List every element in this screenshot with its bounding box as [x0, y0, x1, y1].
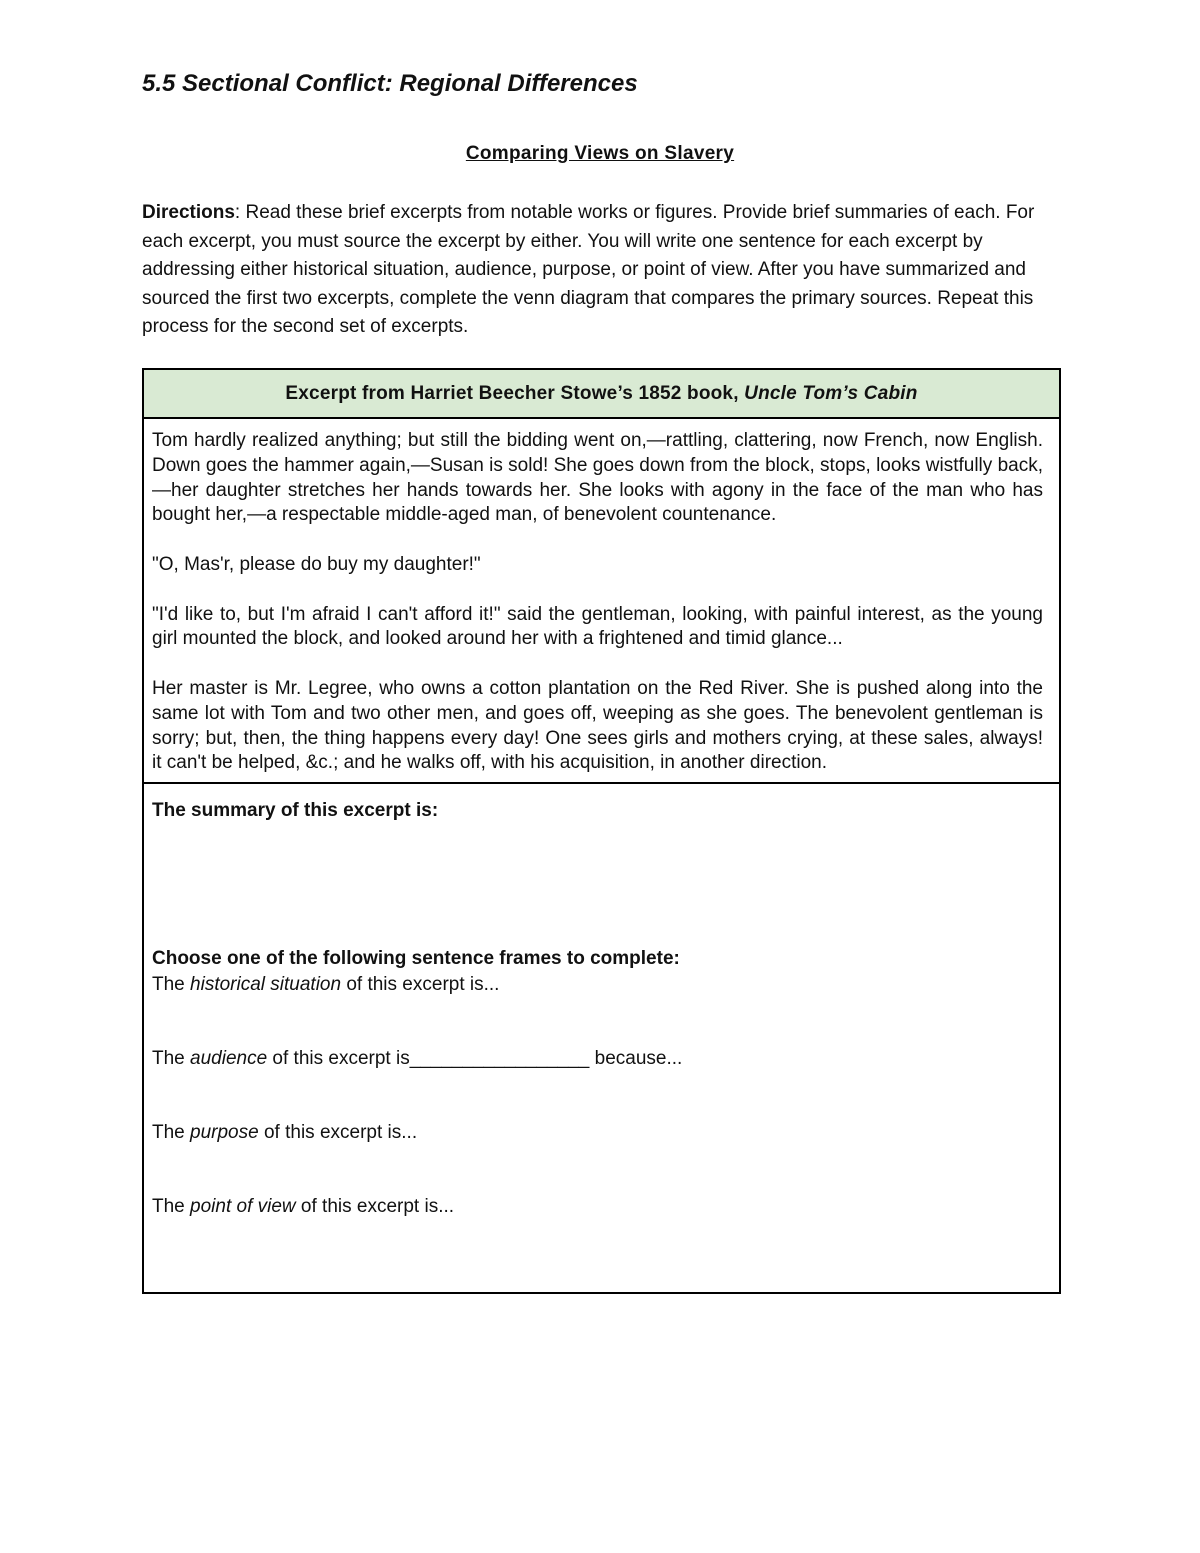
- response-cell[interactable]: [143, 783, 1060, 1293]
- frame-purpose: The purpose of this excerpt is...: [152, 1122, 418, 1144]
- excerpt-header-prefix: Excerpt from Harriet Beecher Stowe’s 1852 book,: [285, 382, 745, 404]
- summary-label: The summary of this excerpt is:: [152, 800, 439, 822]
- page-title: 5.5 Sectional Conflict: Regional Differences: [142, 70, 638, 97]
- excerpt-table: [142, 368, 1061, 1294]
- excerpt-paragraph: Tom hardly realized anything; but still the bidding went on,—rattling, clattering, now French, now English. Down goes the hammer again,—Susan is sold! She goes down from the block, stops, looks wistfully back,—her daughter stretches her hands towards her. She looks with agony in the face of the man who has bought her,—a respectable middle-aged man, of benevolent countenance.: [152, 430, 1043, 526]
- frame-audience: The audience of this excerpt is_________________ because...: [152, 1048, 683, 1070]
- excerpt-header: [143, 369, 1060, 418]
- directions-text: : Read these brief excerpts from notable works or figures. Provide brief summaries of each. For each excerpt, you must source the excerpt by either. You will write one sentence for each excerpt by addressing either historical situation, audience, purpose, or point of view. After you have summarized and sourced the first two excerpts, complete the venn diagram that compares the primary sources. Repeat this process for the second set of excerpts.: [142, 202, 1035, 337]
- excerpt-book-title: Uncle Tom’s Cabin: [744, 382, 918, 404]
- frame-point-of-view: The point of view of this excerpt is...: [152, 1196, 455, 1218]
- directions-paragraph: [142, 199, 1067, 342]
- excerpt-paragraph: "O, Mas'r, please do buy my daughter!": [152, 553, 481, 575]
- excerpt-text-cell: [143, 418, 1060, 783]
- directions-label: Directions: [142, 202, 235, 223]
- excerpt-paragraph: "I'd like to, but I'm afraid I can't afford it!" said the gentleman, looking, with painful interest, as the young girl mounted the block, and looked around her with a frightened and timid glance...: [152, 603, 1043, 650]
- sentence-frames-label: Choose one of the following sentence frames to complete:: [152, 948, 680, 970]
- excerpt-paragraph: Her master is Mr. Legree, who owns a cotton plantation on the Red River. She is pushed along into the same lot with Tom and two other men, and goes off, weeping as she goes. The benevolent gentleman is sorry; but, then, the thing happens every day! One sees girls and mothers crying, at these sales, always! it can't be helped, &c.; and he walks off, with his acquisition, in another direction.: [152, 677, 1043, 774]
- frame-historical-situation: The historical situation of this excerpt is...: [152, 974, 500, 996]
- worksheet-subtitle: Comparing Views on Slavery: [465, 143, 735, 164]
